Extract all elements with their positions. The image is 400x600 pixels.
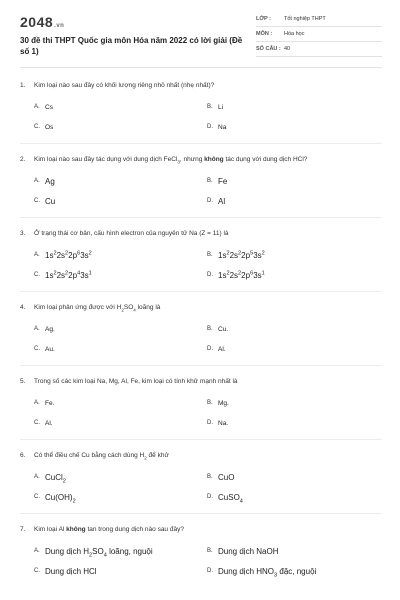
option-text: Ag	[45, 176, 55, 186]
option-text: CuSO$_4$	[218, 492, 243, 505]
option-text: Al	[218, 196, 226, 206]
option-text: $Cu(OH)_2$	[45, 492, 76, 505]
option-text: Ag.	[45, 325, 55, 333]
logo-suffix: .vn	[54, 23, 65, 29]
option-letter: A.	[34, 104, 40, 110]
option-letter: A.	[34, 474, 40, 480]
question-item	[20, 366, 382, 440]
option-letter: B.	[207, 548, 213, 554]
option-letter: B.	[207, 400, 213, 406]
option-letter: C.	[34, 272, 40, 278]
option-text: Cs	[45, 103, 53, 111]
option-text: Al.	[218, 345, 226, 353]
question-text: Có thể điều chế Cu bằng cách dùng $H_2$ để khử	[34, 452, 169, 461]
question-item	[20, 440, 382, 514]
meta-key: SỐ CÂU :	[256, 46, 281, 52]
option-letter: A.	[34, 252, 40, 258]
answer-option-c[interactable]	[34, 265, 207, 285]
question-text: Trong số các kim loại Na, Mg, Al, Fe, kim loại có tính khử mạnh nhất là	[34, 378, 238, 385]
answer-option-b[interactable]	[207, 97, 382, 117]
question-number: 1.	[20, 82, 26, 89]
option-letter: D.	[207, 346, 213, 352]
answer-option-a[interactable]	[34, 171, 207, 191]
answer-option-b[interactable]	[207, 467, 382, 487]
option-text: $1s^22s^22p^63s^2$	[45, 249, 92, 260]
option-letter: C.	[34, 568, 40, 574]
answer-option-a[interactable]	[34, 245, 207, 265]
option-letter: B.	[207, 326, 213, 332]
site-logo[interactable]	[20, 14, 64, 30]
document-title: 30 đề thi THPT Quốc gia môn Hóa năm 2022 có lời giải (Đề số 1)	[20, 36, 243, 56]
answer-option-d[interactable]	[207, 265, 382, 285]
option-text: Dung dịch NaOH	[218, 546, 279, 556]
answer-option-b[interactable]	[207, 245, 382, 265]
option-text: Al.	[45, 419, 53, 427]
option-letter: B.	[207, 104, 213, 110]
question-text: Kim loại nào sau đây tác dụng với dung dịch FeCl$_3$, nhưng không tác dụng với dung dịch HCl?	[34, 156, 308, 165]
answer-option-a[interactable]	[34, 467, 207, 487]
answer-option-d[interactable]	[207, 487, 382, 507]
question-item	[20, 218, 382, 292]
option-text: Dung dịch $H_2SO_4$ loãng, nguội	[45, 546, 153, 559]
question-text: Ở trạng thái cơ bản, cấu hình electron của nguyên tử Na (Z = 11) là	[34, 230, 229, 237]
option-letter: D.	[207, 494, 213, 500]
option-text: CuO	[218, 472, 235, 482]
option-letter: A.	[34, 326, 40, 332]
option-letter: A.	[34, 548, 40, 554]
option-text: Cu.	[218, 325, 229, 333]
answer-option-d[interactable]	[207, 191, 382, 211]
option-letter: D.	[207, 420, 213, 426]
option-text: Li	[218, 103, 224, 111]
question-number: 2.	[20, 156, 26, 163]
meta-value: Tốt nghiệp THPT	[284, 16, 326, 22]
option-text: Fe	[218, 176, 228, 186]
answer-option-c[interactable]	[34, 191, 207, 211]
option-text: Na	[218, 123, 227, 131]
question-number: 7.	[20, 526, 26, 533]
option-text: Dung dịch HCl	[45, 566, 97, 576]
option-letter: B.	[207, 474, 213, 480]
answer-option-d[interactable]	[207, 117, 382, 137]
option-text: Fe.	[45, 399, 55, 407]
answer-option-c[interactable]	[34, 413, 207, 433]
option-text: Os	[45, 123, 54, 131]
answer-option-b[interactable]	[207, 319, 382, 339]
option-text: Mg.	[218, 399, 229, 407]
option-text: Dung dịch $HNO_3$ đặc, nguội	[218, 566, 317, 579]
question-text: Kim loại phản ứng được với $H_2SO_4$ loãng là	[34, 304, 161, 313]
meta-value: Hóa học	[284, 31, 305, 37]
option-letter: B.	[207, 252, 213, 258]
meta-value: 40	[284, 46, 291, 52]
option-letter: B.	[207, 178, 213, 184]
answer-option-b[interactable]	[207, 171, 382, 191]
logo-main: 2048	[20, 14, 54, 30]
option-text: Na.	[218, 419, 229, 427]
answer-option-d[interactable]	[207, 339, 382, 359]
header-divider	[20, 67, 382, 68]
answer-option-a[interactable]	[34, 319, 207, 339]
option-text: $1s^22s^22p^53s^2$	[218, 249, 265, 260]
meta-key: MÔN :	[256, 31, 273, 37]
option-letter: C.	[34, 124, 40, 130]
answer-option-b[interactable]	[207, 393, 382, 413]
answer-option-a[interactable]	[34, 541, 207, 561]
question-number: 3.	[20, 230, 26, 237]
option-letter: C.	[34, 346, 40, 352]
answer-option-d[interactable]	[207, 561, 382, 581]
meta-row-class	[256, 12, 382, 27]
meta-row-count	[256, 42, 382, 57]
question-number: 6.	[20, 452, 26, 459]
option-letter: D.	[207, 198, 213, 204]
question-item	[20, 514, 382, 587]
option-letter: C.	[34, 198, 40, 204]
option-text: $1s^22s^22p^43s^1$	[45, 269, 92, 280]
option-letter: C.	[34, 494, 40, 500]
question-number: 4.	[20, 304, 26, 311]
option-text: $1s^22s^22p^63s^1$	[218, 269, 265, 280]
answer-option-c[interactable]	[34, 117, 207, 137]
answer-option-c[interactable]	[34, 339, 207, 359]
option-text: CuCl$_2$	[45, 472, 66, 485]
question-number: 5.	[20, 378, 26, 385]
option-letter: D.	[207, 272, 213, 278]
meta-row-subject	[256, 27, 382, 42]
question-text: Kim loại nào sau đây có khối lượng riêng nhỏ nhất (nhẹ nhất)?	[34, 82, 215, 89]
question-list	[20, 70, 382, 587]
exam-meta-table	[256, 12, 382, 57]
question-item	[20, 292, 382, 366]
option-letter: C.	[34, 420, 40, 426]
meta-key: LỚP :	[256, 16, 271, 22]
answer-option-a[interactable]	[34, 393, 207, 413]
option-text: Cu	[45, 196, 56, 206]
option-letter: D.	[207, 124, 213, 130]
option-letter: D.	[207, 568, 213, 574]
option-text: Au.	[45, 345, 55, 353]
answer-option-c[interactable]	[34, 487, 207, 507]
answer-option-c[interactable]	[34, 561, 207, 581]
answer-option-b[interactable]	[207, 541, 382, 561]
option-letter: A.	[34, 178, 40, 184]
question-text: Kim loại Al không tan trong dung dịch nào sau đây?	[34, 526, 184, 533]
answer-option-a[interactable]	[34, 97, 207, 117]
option-letter: A.	[34, 400, 40, 406]
question-item	[20, 70, 382, 144]
question-item	[20, 144, 382, 218]
answer-option-d[interactable]	[207, 413, 382, 433]
